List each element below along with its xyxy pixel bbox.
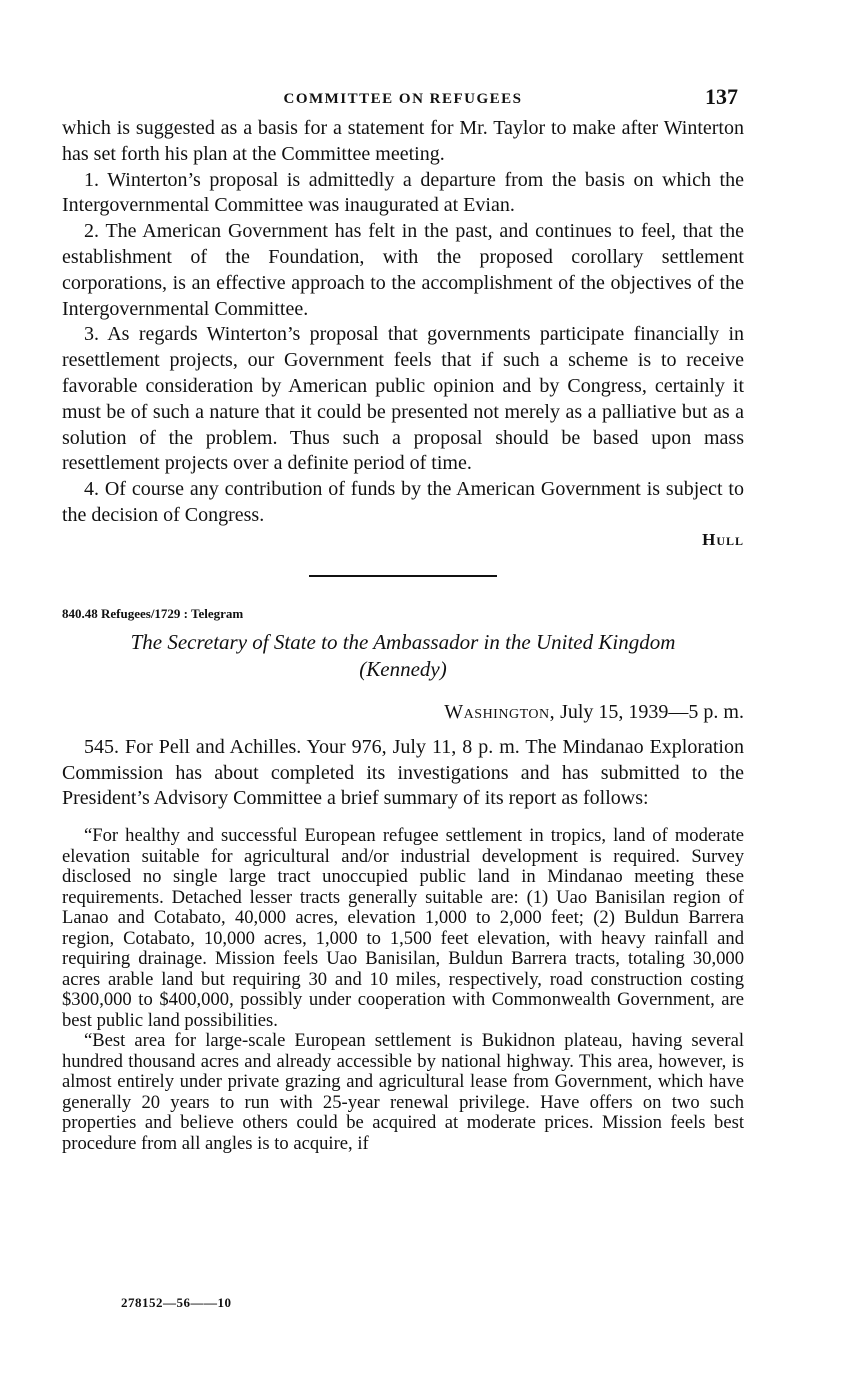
running-header <box>62 80 744 116</box>
section-divider <box>309 575 497 577</box>
paragraph-continuation: which is suggested as a basis for a statement for Mr. Taylor to make after Winterton has set forth his plan at the Committee meeting. <box>62 117 744 165</box>
dateline-place: Washington, <box>444 700 556 723</box>
second-document <box>62 605 744 1154</box>
quoted-paragraph-2: “Best area for large-scale European settlement is Bukidnon plateau, having several hundred thousand acres and already accessible by national highway. This area, however, is almost entirely under private grazing and agricultural lease from Government, which have generally 20 years to run with 25-year renewal privilege. Have offers on two such properties and believe others could be acquired at moderate prices. Mission feels best procedure from all angles is to acquire, if <box>62 1030 744 1154</box>
paragraph-point-4: 4. Of course any contribution of funds by the American Government is subject to the decision of Congress. <box>62 478 744 526</box>
paragraph-point-3: 3. As regards Winterton’s proposal that governments participate financially in resettlement projects, our Government feels that if such a scheme is to receive favorable consideration by American public opinion and by Congress, certainly it must be of such a nature that it could be presented not merely as a palliative but as a solution of the problem. Thus such a proposal should be based upon mass resettlement projects over a definite period of time. <box>62 323 744 475</box>
document-title-line-1: The Secretary of State to the Ambassador in the United Kingdom <box>130 629 676 654</box>
dateline <box>62 699 744 725</box>
first-document <box>62 116 744 551</box>
signature-hull: Hull <box>702 529 744 549</box>
printer-mark: 278152—56——10 <box>121 1295 232 1310</box>
paragraph-point-2: 2. The American Government has felt in the past, and continues to feel, that the establishment of the Foundation, with the proposed corollary settlement corporations, is an effective approach to the accomplishment of the objectives of the Intergovernmental Committee. <box>62 220 744 320</box>
running-title: COMMITTEE ON REFUGEES <box>283 91 523 107</box>
paragraph-point-1: 1. Winterton’s proposal is admittedly a departure from the basis on which the Intergovernmental Committee was inaugurated at Evian. <box>62 168 744 217</box>
page-number: 137 <box>705 84 738 109</box>
telegram-opening-paragraph: 545. For Pell and Achilles. Your 976, July 11, 8 p. m. The Mindanao Exploration Commission has about completed its investigations and has submitted to the President’s Advisory Committee a brief summary of its report as follows: <box>62 735 744 810</box>
quoted-paragraph-1: “For healthy and successful European refugee settlement in tropics, land of moderate elevation suitable for agricultural and/or industrial development is required. Survey disclosed no single large tract unoccupied public land in Mindanao meeting these requirements. Detached lesser tracts generally suitable are: (1) Uao Banisilan region of Lanao and Cotabato, 40,000 acres, elevation 1,000 to 2,000 feet; (2) Buldun Barrera region, Cotabato, 10,000 acres, 1,000 to 1,500 feet elevation, with heavy rainfall and requiring drainage. Mission feels Uao Banisilan, Buldun Barrera tracts, totaling 30,000 acres arable land but requiring 30 and 10 miles, respectively, road construction costing $300,000 to $400,000, possibly under cooperation with Commonwealth Government, are best public land possibilities. <box>62 825 744 1031</box>
document-title-line-2: (Kennedy) <box>359 656 447 681</box>
document-page <box>62 80 744 1154</box>
dateline-date: July 15, 1939—5 p. m. <box>560 700 744 723</box>
document-title <box>62 629 744 683</box>
file-reference: 840.48 Refugees/1729 : Telegram <box>62 605 244 621</box>
